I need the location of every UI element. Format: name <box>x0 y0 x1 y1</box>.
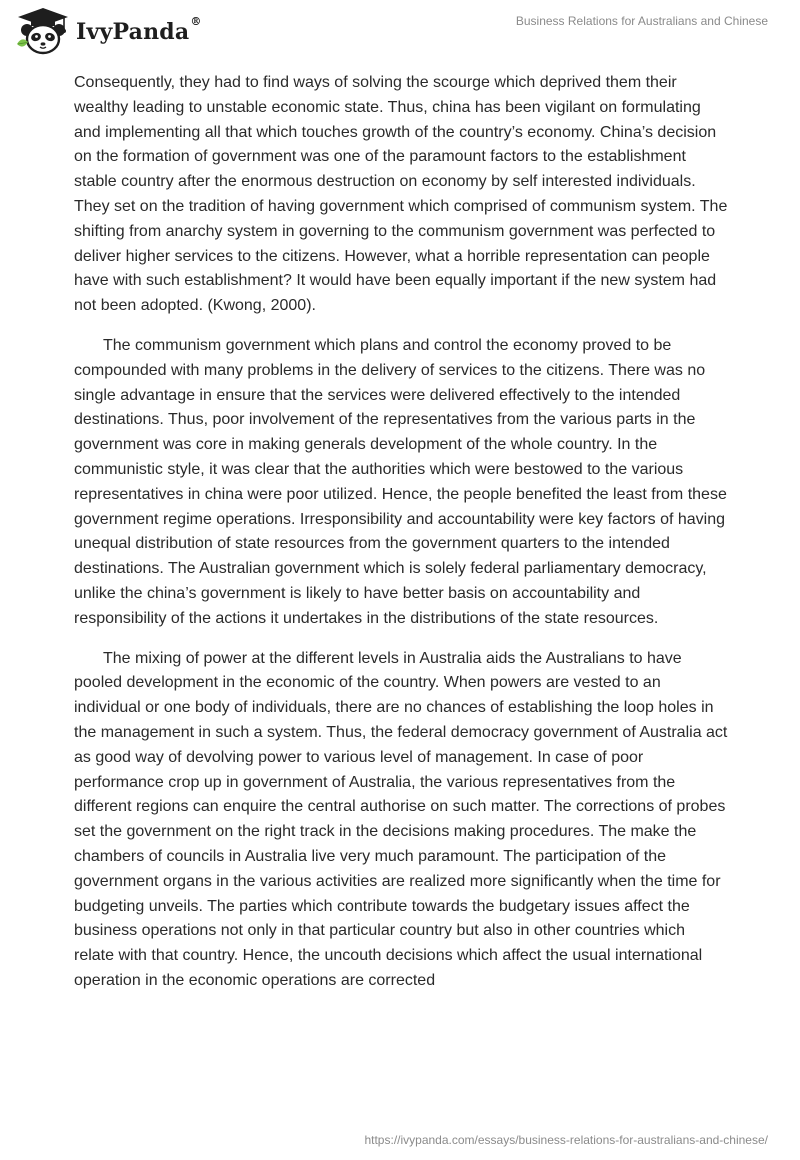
brand-name-text: IvyPanda <box>76 19 190 45</box>
ivypanda-logo[interactable] <box>14 6 202 56</box>
paragraph: The mixing of power at the different levels in Australia aids the Australians to have pooled development in the economic of the country. When powers are vested to an individual or one body of individuals, there are no chances of establishing the loop holes in the management in such a system. Thus, the federal democracy government of Australia act as good way of devolving power to various level of management. In case of poor performance crop up in government of Australia, the various representatives from the different regions can enquire the central authorise on such matter. The corrections of probes set the government on the right track in the decisions making procedures. The make the chambers of councils in Australia live very much paramount. The participation of the government organs in the various activities are realized more significantly when the time for budgeting unveils. The parties which contribute towards the budgetary issues affect the business operations not only in that particular country but also in other countries which relate with that country. Hence, the uncouth decisions which affect the usual international operation in the economic operations are corrected <box>74 649 728 989</box>
essay-body <box>74 71 728 1009</box>
panda-graduate-icon <box>14 6 72 56</box>
source-url[interactable]: https://ivypanda.com/essays/business-relations-for-australians-and-chinese/ <box>364 1133 768 1147</box>
registered-mark: ® <box>190 15 202 28</box>
paragraph: The communism government which plans and control the economy proved to be compounded with many problems in the delivery of services to the citizens. There was no single advantage in ensure that the services were delivered effectively to the intended destinations. Thus, poor involvement of the representatives from the various parts in the government was core in making generals development of the whole country. In the communistic style, it was clear that the authorities which were bestowed to the various representatives in china were poor utilized. Hence, the people benefited the least from these government regime operations. Irresponsibility and accountability were key factors of having unequal distribution of state resources from the government quarters to the intended destinations. The Australian government which is solely federal parliamentary democracy, unlike the china’s government is likely to have better basis on accountability and responsibility of the actions it undertakes in the distributions of the state resources. <box>74 336 727 627</box>
page-header <box>0 0 800 62</box>
paragraph: Consequently, they had to find ways of solving the scourge which deprived them their wealthy leading to unstable economic state. Thus, china has been vigilant on formulating and implementing all that which touches growth of the country’s economy. China’s decision on the formation of government was one of the paramount factors to the establishment stable country after the enormous destruction on economy by self interested individuals. They set on the tradition of having government which comprised of communism system. The shifting from anarchy system in governing to the communism government was perfected to deliver higher services to the citizens. However, what a horrible representation can people have with such establishment? It would have been equally important if the new system had not been adopted. (Kwong, 2000). <box>74 74 728 315</box>
brand-name <box>76 15 202 45</box>
document-title: Business Relations for Australians and Chinese <box>515 14 768 28</box>
